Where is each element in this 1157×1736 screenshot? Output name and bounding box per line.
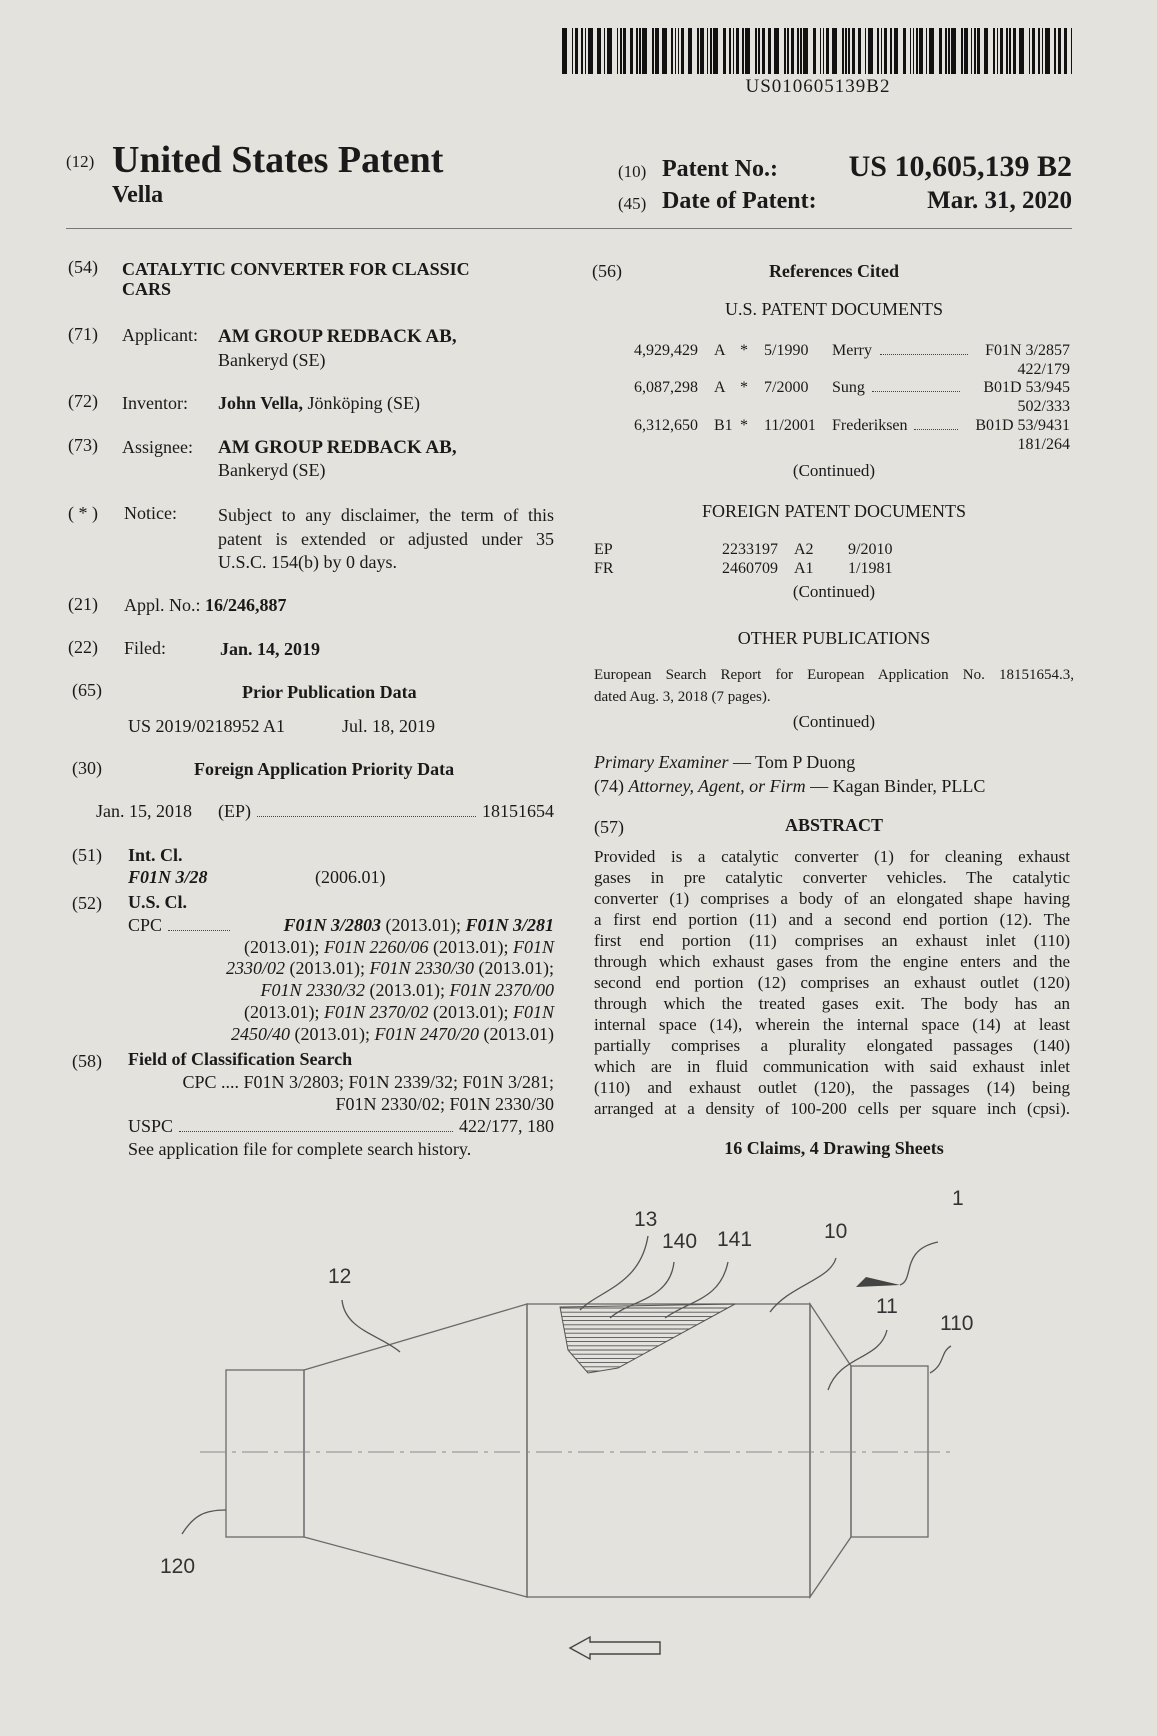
ref-label-10: 10 [824, 1220, 848, 1243]
barcode-bar [713, 28, 718, 74]
cpc-class: F01N 2470/20 [374, 1024, 479, 1044]
priority-date: Jan. 15, 2018 [96, 801, 192, 821]
dot-leader [872, 391, 960, 392]
abstract-line: through which exhaust gases from the engine enters and the [594, 952, 1070, 971]
barcode-number: US010605139B2 [745, 76, 891, 97]
barcode-bar [1045, 28, 1050, 74]
barcode-bar [916, 28, 918, 74]
uspc-value: 422/177, 180 [458, 1116, 554, 1136]
attorney-name: — Kagan Binder, PLLC [805, 776, 986, 796]
ref-label-13: 13 [634, 1208, 658, 1231]
cpc-class: F01N 3/2803 [283, 915, 381, 935]
abstract-line: through which the treated gases exit. The body has an [594, 994, 1070, 1013]
barcode-bar [964, 28, 967, 74]
field-58-code: (58) [72, 1051, 102, 1071]
barcode-bar [797, 28, 799, 74]
barcode-bar [581, 28, 583, 74]
barcode-bar [585, 28, 587, 74]
assignee-location: Bankeryd (SE) [218, 460, 326, 480]
barcode-bar [945, 28, 947, 74]
prior-pub-number: US 2019/0218952 A1 [128, 716, 286, 736]
barcode-bar [723, 28, 726, 74]
field-56-code: (56) [592, 261, 622, 281]
barcode-bar [642, 28, 647, 74]
ref-kind: A [714, 342, 726, 359]
field-52-code: (52) [72, 893, 102, 913]
us-cl-heading: U.S. Cl. [128, 892, 188, 912]
barcode-bar [823, 28, 825, 74]
prior-pub-heading: Prior Publication Data [242, 682, 417, 702]
notice-label: Notice: [124, 503, 177, 523]
ref-name: Sung [832, 379, 865, 396]
barcode-bar [652, 28, 654, 74]
barcode-bar [1042, 28, 1044, 74]
ref-subclass: 422/179 [1017, 361, 1070, 378]
barcode-bar [623, 28, 626, 74]
barcode-bar [671, 28, 673, 74]
barcode-bar [890, 28, 892, 74]
ref-star: * [740, 417, 748, 434]
field-57-code: (57) [594, 817, 624, 837]
leader-140 [610, 1262, 674, 1318]
barcode-bar [832, 28, 837, 74]
barcode-bar [820, 28, 822, 74]
barcode-bar [881, 28, 883, 74]
barcode [562, 28, 1074, 74]
code-12: (12) [66, 152, 95, 171]
barcode-bar [939, 28, 942, 74]
barcode-bar [1006, 28, 1008, 74]
left-cone-outline [304, 1304, 527, 1597]
right-cone-outline [810, 1304, 851, 1597]
barcode-bar [984, 28, 989, 74]
barcode-bar [733, 28, 735, 74]
priority-number: 18151654 [482, 801, 554, 821]
front-page-drawing [0, 1180, 1157, 1680]
notice-line1: Subject to any disclaimer, the term of this [218, 505, 554, 525]
barcode-bar [607, 28, 612, 74]
abstract-line: internal space (14), wherein the internal space (14) at least [594, 1015, 1070, 1034]
appl-no-label: Appl. No.: [124, 595, 201, 615]
ref-date: 11/2001 [764, 417, 816, 434]
appl-no-value: 16/246,887 [205, 595, 287, 615]
barcode-bar [894, 28, 899, 74]
barcode-bar [745, 28, 750, 74]
code-45: (45) [618, 194, 647, 213]
barcode-bar [919, 28, 922, 74]
barcode-bar [865, 28, 867, 74]
ref-label-140: 140 [662, 1230, 698, 1253]
passages-hatching [555, 1308, 740, 1371]
cpc-class: F01N 2260/06 [323, 937, 429, 957]
barcode-bar [877, 28, 879, 74]
main-body-outline [527, 1304, 810, 1597]
invention-title-line2: CARS [122, 279, 172, 299]
barcode-bar [1013, 28, 1016, 74]
prior-pub-date: Jul. 18, 2019 [342, 716, 436, 736]
cpc-class: F01N 3/281 [465, 915, 554, 935]
barcode-bar [707, 28, 709, 74]
barcode-bar [1071, 28, 1073, 74]
primary-examiner-label: Primary Examiner [594, 752, 729, 772]
barcode-bar [572, 28, 574, 74]
barcode-bar [951, 28, 956, 74]
abstract-line: a first end portion (11) and a second end portion (12). The [594, 910, 1070, 929]
inventor-label: Inventor: [122, 393, 188, 413]
barcode-bar [852, 28, 855, 74]
barcode-bar [929, 28, 934, 74]
barcode-bar [655, 28, 658, 74]
barcode-bar [787, 28, 789, 74]
ref-subclass: 181/264 [1017, 436, 1070, 453]
cpc-version: (2013.01); [284, 958, 370, 978]
barcode-bar [800, 28, 802, 74]
barcode-bar [977, 28, 980, 74]
field-54-code: (54) [68, 257, 98, 277]
barcode-bar [697, 28, 699, 74]
other-publications-heading: OTHER PUBLICATIONS [737, 628, 931, 648]
dot-leader [880, 354, 968, 355]
claims-summary: 16 Claims, 4 Drawing Sheets [724, 1138, 944, 1158]
barcode-bar [1038, 28, 1040, 74]
barcode-bar [961, 28, 963, 74]
barcode-bar [630, 28, 633, 74]
barcode-bar [948, 28, 950, 74]
barcode-bar [1019, 28, 1024, 74]
barcode-bar [774, 28, 779, 74]
continued-label: (Continued) [792, 582, 876, 601]
cpc-version: (2013.01) [479, 1024, 554, 1044]
field-21-code: (21) [68, 594, 98, 614]
barcode-bar [842, 28, 844, 74]
barcode-bar [858, 28, 861, 74]
leader-13 [580, 1236, 648, 1310]
code-10: (10) [618, 162, 647, 181]
barcode-bar [729, 28, 731, 74]
uspc-label: USPC [128, 1116, 174, 1136]
foreign-ref-number: 2460709 [722, 560, 778, 577]
barcode-bar [604, 28, 606, 74]
field-74-code: (74) [594, 776, 624, 796]
cpc-class: F01N 2330/30 [369, 958, 474, 978]
barcode-bar [681, 28, 684, 74]
barcode-bar [575, 28, 578, 74]
abstract-line: first end portion (11) comprises an exhaust inlet (110) [594, 931, 1070, 950]
barcode-bar [848, 28, 850, 74]
patent-number: US 10,605,139 B2 [848, 150, 1072, 183]
barcode-bar [742, 28, 744, 74]
field-71-code: (71) [68, 324, 98, 344]
field-51-code: (51) [72, 845, 102, 865]
cpc-version: (2013.01); [428, 1002, 513, 1022]
outlet-pipe-outline [226, 1370, 304, 1537]
barcode-bar [678, 28, 680, 74]
foreign-priority-heading: Foreign Application Priority Data [194, 759, 455, 779]
barcode-bar [736, 28, 739, 74]
field-22-code: (22) [68, 637, 98, 657]
barcode-bar [784, 28, 786, 74]
ref-class: B01D 53/9431 [975, 417, 1070, 434]
cpc-version: (2013.01); [243, 1002, 324, 1022]
barcode-bar [700, 28, 703, 74]
barcode-bar [974, 28, 976, 74]
cpc-class: F01N [512, 937, 554, 957]
barcode-bar [926, 28, 928, 74]
leader-141 [665, 1262, 728, 1318]
barcode-bar [588, 28, 593, 74]
ref-label-12: 12 [328, 1265, 352, 1288]
ref-patent-number: 4,929,429 [634, 342, 698, 359]
cpc-version: (2013.01); [428, 937, 513, 957]
barcode-bar [710, 28, 712, 74]
cpc-version: (2013.01); [380, 915, 466, 935]
abstract-line: converter (1) comprises a body of an elongated shape having [594, 889, 1070, 908]
foreign-ref-number: 2233197 [722, 541, 778, 558]
notice-code: ( * ) [68, 503, 98, 523]
barcode-bar [758, 28, 760, 74]
filed-date: Jan. 14, 2019 [220, 639, 321, 659]
leader-11 [828, 1330, 887, 1390]
field-search-cpc-line1: CPC .... F01N 3/2803; F01N 2339/32; F01N 3/281; [182, 1072, 554, 1092]
abstract-line: (110) and exhaust outlet (120), the passages (14) being [594, 1078, 1070, 1097]
int-cl-version: (2006.01) [315, 867, 386, 887]
assignee-name: AM GROUP REDBACK AB, [218, 437, 457, 458]
barcode-bar [688, 28, 693, 74]
barcode-bar [910, 28, 912, 74]
barcode-bar [993, 28, 995, 74]
arrow-head-1 [856, 1277, 900, 1287]
foreign-patent-documents-heading: FOREIGN PATENT DOCUMENTS [701, 501, 967, 521]
patent-type-title: United States Patent [112, 139, 444, 181]
other-publication-line2: dated Aug. 3, 2018 (7 pages). [594, 689, 771, 705]
ref-name: Frederiksen [832, 417, 908, 434]
field-30-code: (30) [72, 758, 102, 778]
ref-label-11: 11 [876, 1295, 898, 1318]
header-divider [66, 228, 1072, 229]
barcode-bar [617, 28, 619, 74]
dot-leader [914, 429, 958, 430]
date-of-patent: Mar. 31, 2020 [927, 187, 1072, 214]
applicant-label: Applicant: [122, 325, 198, 345]
cpc-class: F01N 2330/32 [260, 980, 365, 1000]
barcode-bar [597, 28, 600, 74]
barcode-bar [971, 28, 973, 74]
cpc-version: (2013.01); [474, 958, 554, 978]
foreign-ref-date: 1/1981 [848, 560, 893, 577]
dot-leader [179, 1131, 453, 1132]
ref-date: 7/2000 [764, 379, 809, 396]
foreign-ref-country: FR [594, 560, 614, 577]
cpc-version: (2013.01); [243, 937, 324, 957]
foreign-ref-kind: A1 [794, 560, 814, 577]
ref-subclass: 502/333 [1017, 398, 1070, 415]
ref-patent-number: 6,312,650 [634, 417, 698, 434]
field-search-cpc-line2: F01N 2330/02; F01N 2330/30 [335, 1094, 554, 1114]
abstract-line: second end portion (12) comprises an exhaust outlet (120) [594, 973, 1070, 992]
date-of-patent-label: Date of Patent: [662, 188, 817, 214]
ref-class: F01N 3/2857 [985, 342, 1070, 359]
leader-110 [930, 1346, 951, 1373]
abstract-line: Provided is a catalytic converter (1) for cleaning exhaust [594, 847, 1070, 866]
search-history-note: See application file for complete search history. [128, 1139, 472, 1159]
field-73-code: (73) [68, 435, 98, 455]
barcode-bar [884, 28, 887, 74]
barcode-bar [1000, 28, 1003, 74]
cpc-class: 2330/02 [225, 958, 285, 978]
foreign-ref-kind: A2 [794, 541, 814, 558]
barcode-bar [768, 28, 771, 74]
foreign-ref-date: 9/2010 [848, 541, 893, 558]
abstract-heading: ABSTRACT [784, 815, 884, 835]
abstract-line: gases in pre catalytic converter vehicles. The catalytic [594, 868, 1070, 887]
barcode-bar [868, 28, 873, 74]
barcode-bar [903, 28, 906, 74]
foreign-ref-country: EP [594, 541, 613, 558]
barcode-bar [1058, 28, 1061, 74]
cpc-class: F01N 2370/00 [449, 980, 554, 1000]
barcode-bar [1029, 28, 1031, 74]
filed-label: Filed: [124, 638, 167, 658]
primary-examiner-name: — Tom P Duong [728, 752, 856, 772]
assignee-label: Assignee: [122, 437, 193, 457]
ref-patent-number: 6,087,298 [634, 379, 698, 396]
cpc-version: (2013.01); [364, 980, 450, 1000]
barcode-bar [755, 28, 757, 74]
barcode-bar [662, 28, 667, 74]
barcode-bar [913, 28, 915, 74]
cpc-label: CPC [128, 915, 163, 935]
leader-120 [182, 1510, 226, 1534]
ref-date: 5/1990 [764, 342, 809, 359]
ref-class: B01D 53/945 [983, 379, 1070, 396]
barcode-bar [620, 28, 622, 74]
int-cl-class: F01N 3/28 [128, 867, 208, 887]
other-publication-line1: European Search Report for European Application No. 18151654.3, [594, 667, 1074, 683]
invention-title-line1: CATALYTIC CONVERTER FOR CLASSIC [122, 259, 470, 279]
flow-direction-arrow [570, 1637, 660, 1659]
attorney-label: Attorney, Agent, or Firm [628, 776, 806, 796]
field-65-code: (65) [72, 680, 102, 700]
barcode-bar [1064, 28, 1067, 74]
barcode-bar [1009, 28, 1011, 74]
barcode-bar [636, 28, 638, 74]
ref-name: Merry [832, 342, 872, 359]
cpc-class: F01N [512, 1002, 554, 1022]
dot-leader [168, 930, 230, 931]
ref-label-141: 141 [717, 1228, 753, 1251]
leader-1 [900, 1242, 938, 1285]
ref-label-120: 120 [160, 1555, 196, 1578]
barcode-bar [1032, 28, 1035, 74]
barcode-bar [826, 28, 829, 74]
references-cited-heading: References Cited [768, 261, 900, 281]
ref-label-1: 1 [952, 1187, 964, 1210]
barcode-bar [813, 28, 816, 74]
barcode-bar [791, 28, 794, 74]
barcode-bar [1054, 28, 1056, 74]
patent-no-label: Patent No.: [662, 156, 778, 182]
cpc-class: F01N 2370/02 [323, 1002, 429, 1022]
abstract-line: partially comprises a plurality elongated passages (140) [594, 1036, 1070, 1055]
applicant-name: AM GROUP REDBACK AB, [218, 326, 457, 347]
abstract-line: which are in fluid communication with said exhaust inlet [594, 1057, 1070, 1076]
barcode-bar [845, 28, 847, 74]
barcode-bar [675, 28, 677, 74]
abstract-body [594, 846, 1070, 1119]
ref-label-110: 110 [940, 1312, 974, 1335]
barcode-bar [762, 28, 765, 74]
barcode-bar [803, 28, 808, 74]
applicant-location: Bankeryd (SE) [218, 350, 326, 370]
ref-kind: A [714, 379, 726, 396]
continued-label: (Continued) [792, 712, 876, 731]
us-patent-documents-heading: U.S. PATENT DOCUMENTS [724, 299, 944, 319]
abstract-line: arranged at a density of 100-200 cells per square inch (cpsi). [594, 1099, 1070, 1118]
inventor-location: Jönköping (SE) [307, 393, 421, 413]
inventor-surname: Vella [112, 182, 164, 208]
ref-star: * [740, 379, 748, 396]
priority-country: (EP) [218, 801, 251, 821]
barcode-bar [562, 28, 567, 74]
notice-line2: patent is extended or adjusted under 35 [218, 529, 554, 549]
cpc-version: (2013.01); [289, 1024, 375, 1044]
ref-kind: B1 [714, 417, 733, 434]
barcode-bar [639, 28, 641, 74]
int-cl-heading: Int. Cl. [128, 845, 183, 865]
inventor-name: John Vella, [218, 393, 304, 413]
cpc-class: 2450/40 [230, 1024, 290, 1044]
continued-label: (Continued) [792, 461, 876, 480]
dot-leader [257, 816, 476, 817]
barcode-bar [997, 28, 999, 74]
field-search-heading: Field of Classification Search [128, 1049, 353, 1069]
ref-star: * [740, 342, 748, 359]
field-72-code: (72) [68, 391, 98, 411]
notice-line3: U.S.C. 154(b) by 0 days. [218, 552, 397, 572]
